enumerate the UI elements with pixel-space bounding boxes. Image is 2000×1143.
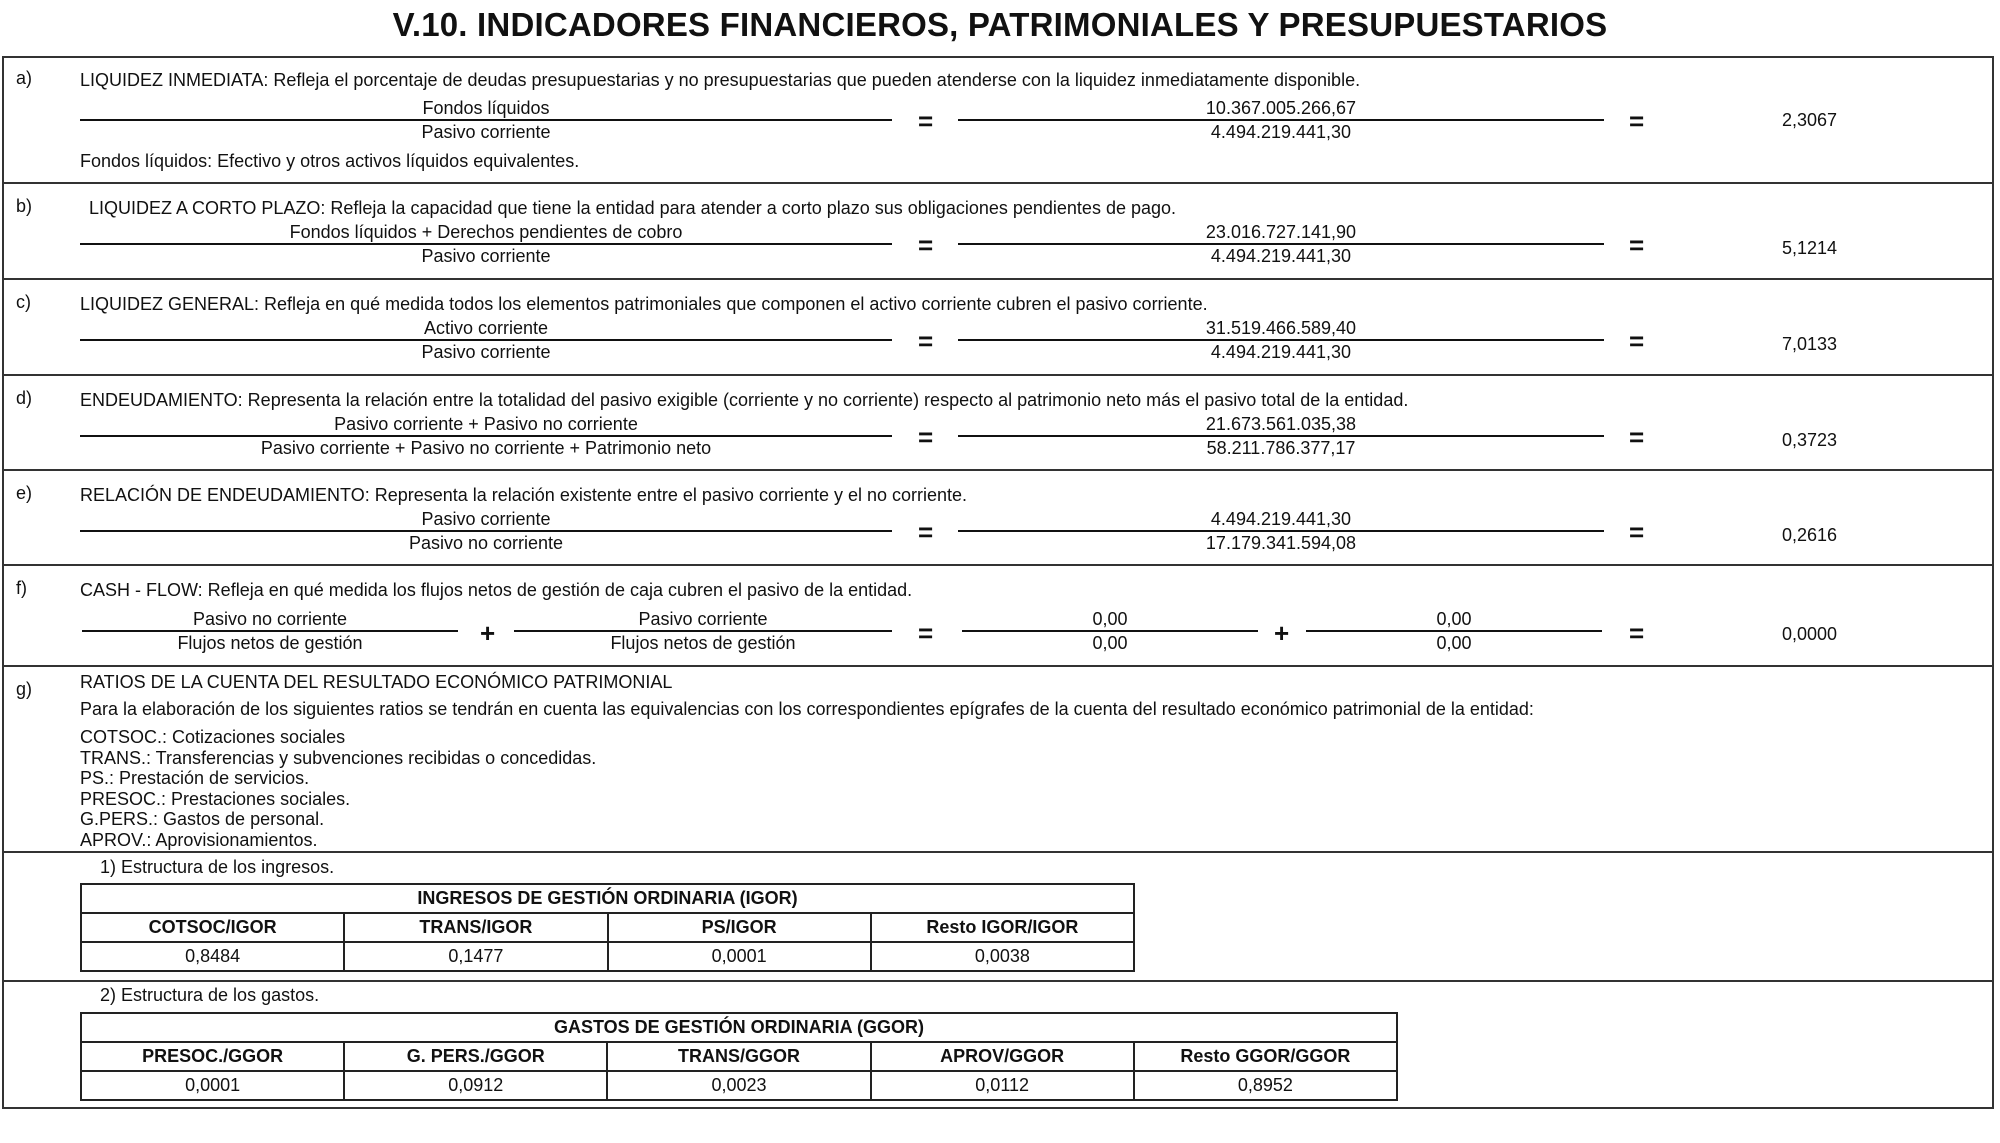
page-title: V.10. INDICADORES FINANCIEROS, PATRIMONIALES Y PRESUPUESTARIOS bbox=[392, 6, 1608, 43]
table-cell: 0,8484 bbox=[81, 942, 344, 971]
table-cell: 0,0112 bbox=[871, 1071, 1134, 1100]
equals-sign: = bbox=[1629, 422, 1645, 452]
equals-sign: = bbox=[1629, 618, 1645, 648]
formula-denominator: Pasivo corriente bbox=[421, 246, 551, 266]
formula-fraction bbox=[80, 222, 892, 268]
equals-sign: = bbox=[1629, 106, 1645, 136]
section-estructura-ingresos bbox=[2, 853, 1994, 982]
formula-numerator: Pasivo corriente bbox=[638, 609, 768, 629]
fraction-bar bbox=[958, 339, 1604, 341]
value-fraction bbox=[958, 318, 1604, 364]
equals-sign: = bbox=[918, 230, 934, 260]
section-liquidez-inmediata bbox=[2, 56, 1994, 184]
section-relacion-endeudamiento bbox=[2, 471, 1994, 566]
table-header-cell: Resto GGOR/GGOR bbox=[1134, 1042, 1397, 1071]
section-description: LIQUIDEZ INMEDIATA: Refleja el porcentaje de deudas presupuestarias y no presupuestarias que pueden atenderse con la liquidez inmediatamente disponible. bbox=[80, 70, 1361, 90]
value-fraction bbox=[958, 98, 1604, 144]
table-header-cell: TRANS/IGOR bbox=[344, 913, 607, 942]
formula-numerator: Pasivo corriente bbox=[421, 509, 551, 529]
plus-sign: + bbox=[1274, 618, 1290, 648]
section-cash-flow bbox=[2, 566, 1994, 667]
fraction-bar bbox=[958, 530, 1604, 532]
fraction-bar bbox=[514, 630, 892, 632]
value-numerator: 10.367.005.266,67 bbox=[1205, 98, 1357, 118]
ratio-result: 0,2616 bbox=[1782, 525, 1838, 545]
ratio-result: 0,3723 bbox=[1782, 430, 1838, 450]
section-liquidez-corto-plazo bbox=[2, 184, 1994, 280]
ratio-result: 5,1214 bbox=[1782, 238, 1838, 258]
value-fraction bbox=[958, 414, 1604, 460]
section-liquidez-general bbox=[2, 280, 1994, 376]
table-header-cell: PRESOC./GGOR bbox=[81, 1042, 344, 1071]
section-letter: c) bbox=[16, 292, 31, 312]
formula-numerator: Pasivo corriente + Pasivo no corriente bbox=[334, 414, 638, 434]
value-denominator: 0,00 bbox=[1436, 633, 1472, 653]
table-title: INGRESOS DE GESTIÓN ORDINARIA (IGOR) bbox=[81, 884, 1134, 913]
plus-sign: + bbox=[480, 618, 496, 648]
value-fraction bbox=[962, 609, 1258, 655]
legend-item: TRANS.: Transferencias y subvenciones recibidas o concedidas. bbox=[80, 748, 597, 768]
value-denominator: 4.494.219.441,30 bbox=[1210, 122, 1352, 142]
section-letter: f) bbox=[16, 578, 27, 598]
value-numerator: 0,00 bbox=[1092, 609, 1128, 629]
section-intro: Para la elaboración de los siguientes ratios se tendrán en cuenta las equivalencias con los correspondientes epígrafes de la cuenta del resultado económico patrimonial de la entidad: bbox=[80, 699, 1534, 719]
table-cell: 0,0001 bbox=[81, 1071, 344, 1100]
table-header-cell: G. PERS./GGOR bbox=[344, 1042, 607, 1071]
table-row bbox=[81, 1071, 1397, 1100]
formula-fraction bbox=[514, 609, 892, 655]
section-letter: e) bbox=[16, 483, 33, 503]
section-description: LIQUIDEZ A CORTO PLAZO: Refleja la capacidad que tiene la entidad para atender a corto plazo sus obligaciones pendientes de pago. bbox=[89, 198, 1177, 218]
fraction-bar bbox=[1306, 630, 1602, 632]
section-description: RELACIÓN DE ENDEUDAMIENTO: Representa la relación existente entre el pasivo corriente y el no corriente. bbox=[80, 485, 968, 505]
fraction-bar bbox=[958, 243, 1604, 245]
subsection-label: 1) Estructura de los ingresos. bbox=[100, 857, 335, 877]
legend-item: COTSOC.: Cotizaciones sociales bbox=[80, 727, 346, 747]
fraction-bar bbox=[80, 243, 892, 245]
formula-fraction bbox=[80, 318, 892, 364]
value-numerator: 31.519.466.589,40 bbox=[1205, 318, 1357, 338]
ratio-result: 7,0133 bbox=[1782, 334, 1838, 354]
section-description: LIQUIDEZ GENERAL: Refleja en qué medida todos los elementos patrimoniales que componen el activo corriente cubren el pasivo corriente. bbox=[80, 294, 1208, 314]
formula-numerator: Fondos líquidos bbox=[422, 98, 550, 118]
section-letter: d) bbox=[16, 388, 33, 408]
section-letter: g) bbox=[16, 679, 33, 699]
legend-item: G.PERS.: Gastos de personal. bbox=[80, 809, 325, 829]
equals-sign: = bbox=[918, 422, 934, 452]
table-row bbox=[81, 942, 1134, 971]
table-header-cell: TRANS/GGOR bbox=[607, 1042, 870, 1071]
ratio-result: 2,3067 bbox=[1782, 110, 1838, 130]
fraction-bar bbox=[80, 119, 892, 121]
formula-fraction bbox=[80, 414, 892, 460]
formula-numerator: Fondos líquidos + Derechos pendientes de cobro bbox=[289, 222, 683, 242]
table-cell: 0,1477 bbox=[344, 942, 607, 971]
section-description: ENDEUDAMIENTO: Representa la relación entre la totalidad del pasivo exigible (corriente y no corriente) respecto al patrimonio neto más el pasivo total de la entidad. bbox=[80, 390, 1409, 410]
table-title: GASTOS DE GESTIÓN ORDINARIA (GGOR) bbox=[81, 1013, 1397, 1042]
formula-fraction bbox=[82, 609, 458, 655]
equals-sign: = bbox=[918, 326, 934, 356]
table-header-cell: PS/IGOR bbox=[608, 913, 871, 942]
gastos-table bbox=[80, 1012, 1398, 1101]
legend-item: PRESOC.: Prestaciones sociales. bbox=[80, 789, 351, 809]
value-denominator: 58.211.786.377,17 bbox=[1206, 438, 1356, 458]
section-footnote: Fondos líquidos: Efectivo y otros activos líquidos equivalentes. bbox=[80, 151, 580, 171]
section-heading: RATIOS DE LA CUENTA DEL RESULTADO ECONÓMICO PATRIMONIAL bbox=[80, 672, 673, 692]
fraction-bar bbox=[958, 435, 1604, 437]
table-header-cell: Resto IGOR/IGOR bbox=[871, 913, 1134, 942]
section-ratios-resultado bbox=[2, 667, 1994, 853]
formula-numerator: Activo corriente bbox=[423, 318, 549, 338]
formula-fraction bbox=[80, 509, 892, 555]
value-numerator: 4.494.219.441,30 bbox=[1210, 509, 1352, 529]
section-description: CASH - FLOW: Refleja en qué medida los flujos netos de gestión de caja cubren el pasivo de la entidad. bbox=[80, 580, 913, 600]
equals-sign: = bbox=[1629, 326, 1645, 356]
equals-sign: = bbox=[918, 517, 934, 547]
section-endeudamiento bbox=[2, 376, 1994, 471]
subsection-label: 2) Estructura de los gastos. bbox=[100, 985, 320, 1005]
table-cell: 0,8952 bbox=[1134, 1071, 1397, 1100]
value-numerator: 0,00 bbox=[1436, 609, 1472, 629]
equals-sign: = bbox=[1629, 517, 1645, 547]
section-letter: a) bbox=[16, 68, 33, 88]
legend-item: APROV.: Aprovisionamientos. bbox=[80, 830, 318, 850]
formula-fraction bbox=[80, 98, 892, 144]
formula-numerator: Pasivo no corriente bbox=[192, 609, 348, 629]
ingresos-table bbox=[80, 883, 1135, 972]
section-estructura-gastos bbox=[2, 982, 1994, 1107]
table-cell: 0,0038 bbox=[871, 942, 1134, 971]
equals-sign: = bbox=[918, 106, 934, 136]
value-fraction bbox=[958, 509, 1604, 555]
fraction-bar bbox=[958, 119, 1604, 121]
fraction-bar bbox=[82, 630, 458, 632]
table-cell: 0,0912 bbox=[344, 1071, 607, 1100]
value-denominator: 17.179.341.594,08 bbox=[1205, 533, 1357, 553]
formula-denominator: Flujos netos de gestión bbox=[610, 633, 796, 653]
table-header-cell: APROV/GGOR bbox=[871, 1042, 1134, 1071]
value-denominator: 4.494.219.441,30 bbox=[1210, 246, 1352, 266]
formula-denominator: Pasivo corriente + Pasivo no corriente + Patrimonio neto bbox=[260, 438, 712, 458]
table-cell: 0,0001 bbox=[608, 942, 871, 971]
table-cell: 0,0023 bbox=[607, 1071, 870, 1100]
ratio-result: 0,0000 bbox=[1782, 624, 1838, 644]
value-denominator: 0,00 bbox=[1092, 633, 1128, 653]
value-denominator: 4.494.219.441,30 bbox=[1210, 342, 1352, 362]
value-numerator: 23.016.727.141,90 bbox=[1205, 222, 1357, 242]
formula-denominator: Flujos netos de gestión bbox=[177, 633, 363, 653]
value-numerator: 21.673.561.035,38 bbox=[1205, 414, 1357, 434]
equals-sign: = bbox=[918, 618, 934, 648]
fraction-bar bbox=[80, 530, 892, 532]
formula-denominator: Pasivo no corriente bbox=[408, 533, 564, 553]
formula-denominator: Pasivo corriente bbox=[421, 342, 551, 362]
fraction-bar bbox=[80, 435, 892, 437]
equals-sign: = bbox=[1629, 230, 1645, 260]
fraction-bar bbox=[80, 339, 892, 341]
formula-denominator: Pasivo corriente bbox=[421, 122, 551, 142]
fraction-bar bbox=[962, 630, 1258, 632]
value-fraction bbox=[1306, 609, 1602, 655]
section-letter: b) bbox=[16, 196, 33, 216]
legend-item: PS.: Prestación de servicios. bbox=[80, 768, 310, 788]
value-fraction bbox=[958, 222, 1604, 268]
table-header-cell: COTSOC/IGOR bbox=[81, 913, 344, 942]
